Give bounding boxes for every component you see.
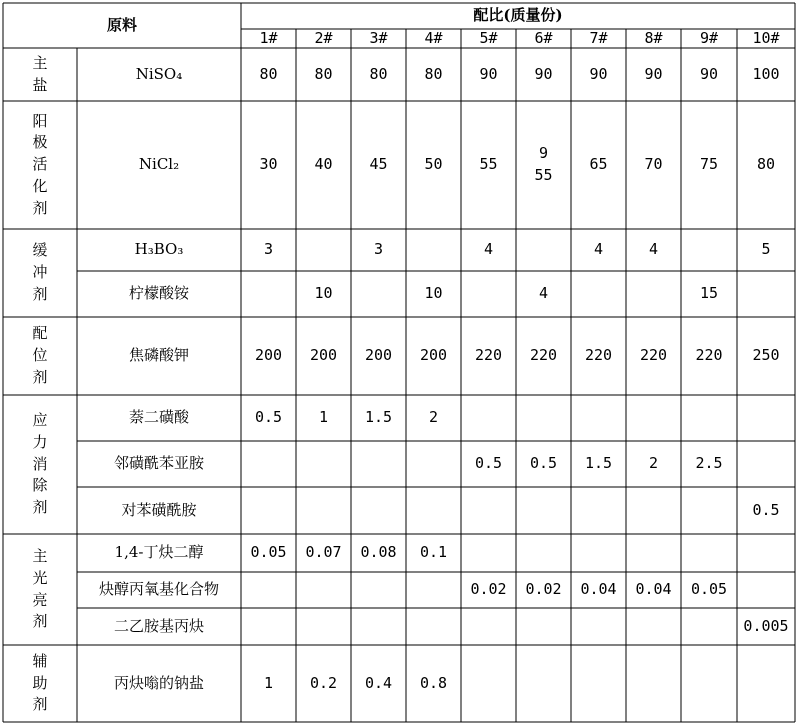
value-cell: 250 [752, 346, 780, 365]
material-name: H₃BO₃ [134, 240, 184, 259]
value-cell [571, 645, 626, 722]
value-cell: 0.5 [254, 408, 283, 427]
value-cell [681, 229, 737, 271]
value-cell: 3 [373, 240, 384, 259]
value-cell: 30 [259, 155, 278, 174]
value-cell [406, 487, 461, 534]
value-cell [737, 395, 795, 441]
value-cell: 0.4 [364, 673, 393, 692]
value-cell: 80 [259, 64, 278, 83]
value-cell [681, 608, 737, 645]
value-cell [571, 271, 626, 317]
value-cell [241, 487, 296, 534]
category-label: 主 光 亮 剂 [32, 547, 48, 631]
value-cell [516, 395, 571, 441]
value-cell [296, 572, 351, 608]
formula-header-5: 5# [479, 28, 498, 47]
material-name: 对苯磺酰胺 [121, 500, 197, 519]
value-cell: 0.5 [529, 454, 558, 473]
value-cell: 50 [424, 155, 443, 174]
value-cell [626, 645, 681, 722]
value-cell: 0.05 [250, 543, 287, 562]
formula-header-2: 2# [314, 28, 333, 47]
value-cell [351, 487, 406, 534]
value-cell [681, 487, 737, 534]
formula-header-1: 1# [259, 28, 278, 47]
value-cell: 220 [695, 346, 723, 365]
material-name: 焦磷酸钾 [128, 346, 189, 365]
material-name: NiSO₄ [135, 64, 183, 83]
value-cell [351, 271, 406, 317]
value-cell: 220 [529, 346, 558, 365]
value-cell [737, 645, 795, 722]
value-cell [626, 608, 681, 645]
value-cell: 220 [474, 346, 503, 365]
value-cell: 90 [534, 64, 553, 83]
material-name: 萘二磺酸 [128, 408, 189, 427]
value-cell: 2 [648, 454, 659, 473]
value-cell: 0.04 [580, 580, 617, 599]
value-cell: 200 [254, 346, 283, 365]
value-cell [571, 534, 626, 572]
value-cell [516, 487, 571, 534]
value-cell: 200 [309, 346, 338, 365]
value-cell: 40 [314, 155, 333, 174]
value-cell [737, 271, 795, 317]
value-cell: 200 [364, 346, 393, 365]
material-name: 1,4-丁炔二醇 [114, 543, 204, 562]
value-cell: 0.5 [474, 454, 503, 473]
material-name: 丙炔嗡的钠盐 [113, 673, 204, 692]
value-cell: 2 [428, 408, 439, 427]
value-cell [516, 608, 571, 645]
value-cell [516, 534, 571, 572]
value-cell [681, 645, 737, 722]
value-cell [351, 572, 406, 608]
value-cell [626, 395, 681, 441]
value-cell: 1.5 [364, 408, 393, 427]
value-cell: 90 [699, 64, 719, 83]
value-cell [461, 608, 516, 645]
value-cell [461, 271, 516, 317]
value-cell: 0.5 [752, 500, 780, 519]
formula-header-9: 9# [699, 28, 719, 47]
value-cell [296, 441, 351, 487]
value-cell [461, 645, 516, 722]
value-cell [241, 441, 296, 487]
ratio-header: 配比(质量份) [473, 6, 563, 25]
material-name: 炔醇丙氧基化合物 [98, 580, 219, 599]
value-cell: 80 [424, 64, 443, 83]
formula-header-7: 7# [589, 28, 608, 47]
value-cell: 0.04 [635, 580, 672, 599]
value-cell [737, 441, 795, 487]
value-cell [241, 572, 296, 608]
category-label: 主 盐 [32, 53, 48, 94]
material-name: 柠檬酸铵 [128, 284, 189, 303]
value-cell: 15 [699, 284, 719, 303]
value-cell: 0.08 [360, 543, 397, 562]
value-cell: 10 [314, 284, 333, 303]
material-name: NiCl₂ [138, 155, 180, 174]
value-cell [516, 229, 571, 271]
value-cell: 0.02 [470, 580, 507, 599]
value-cell: 0.8 [419, 673, 448, 692]
value-cell [296, 229, 351, 271]
value-cell [241, 271, 296, 317]
value-cell: 80 [756, 155, 776, 174]
value-cell [737, 572, 795, 608]
value-cell: 220 [584, 346, 613, 365]
value-cell: 0.02 [525, 580, 562, 599]
material-name: 邻磺酰苯亚胺 [113, 454, 204, 473]
value-cell [406, 229, 461, 271]
value-cell: 80 [369, 64, 388, 83]
value-cell [406, 441, 461, 487]
category-label: 缓 冲 剂 [32, 241, 48, 303]
value-cell [626, 487, 681, 534]
value-cell [571, 487, 626, 534]
value-cell: 220 [639, 346, 668, 365]
category-label: 阳 极 活 化 剂 [32, 111, 48, 217]
value-cell: 4 [593, 240, 604, 259]
formula-header-10: 10# [752, 28, 780, 47]
value-cell [406, 572, 461, 608]
value-cell: 90 [644, 64, 663, 83]
value-cell [351, 608, 406, 645]
value-cell: 90 [589, 64, 608, 83]
value-cell [241, 608, 296, 645]
value-cell: 55 [479, 155, 498, 174]
value-cell [626, 271, 681, 317]
value-cell: 0.07 [305, 543, 342, 562]
value-cell: 45 [369, 155, 388, 174]
formula-header-3: 3# [369, 28, 388, 47]
value-cell: 5 [761, 240, 771, 259]
value-cell [681, 395, 737, 441]
value-cell [296, 487, 351, 534]
value-cell: 9 55 [534, 144, 553, 184]
value-cell: 10 [424, 284, 443, 303]
material-header: 原料 [106, 15, 137, 34]
value-cell: 200 [419, 346, 448, 365]
value-cell: 90 [479, 64, 498, 83]
value-cell: 0.005 [743, 616, 789, 635]
value-cell [571, 395, 626, 441]
material-name: 二乙胺基丙炔 [113, 616, 204, 635]
value-cell: 0.2 [309, 673, 338, 692]
formula-header-6: 6# [534, 28, 553, 47]
value-cell [406, 608, 461, 645]
value-cell: 0.1 [419, 543, 448, 562]
value-cell [571, 608, 626, 645]
value-cell [737, 534, 795, 572]
value-cell: 75 [699, 155, 719, 174]
value-cell: 1 [263, 673, 274, 692]
value-cell: 4 [648, 240, 659, 259]
value-cell [461, 487, 516, 534]
category-label: 配 位 剂 [32, 324, 48, 386]
value-cell: 0.05 [690, 580, 728, 599]
value-cell: 4 [538, 284, 549, 303]
formula-header-8: 8# [644, 28, 663, 47]
category-label: 应 力 消 除 剂 [32, 411, 48, 517]
value-cell: 2.5 [695, 454, 723, 473]
value-cell: 4 [483, 240, 494, 259]
value-cell: 65 [589, 155, 608, 174]
value-cell [516, 645, 571, 722]
value-cell: 3 [263, 240, 274, 259]
value-cell [461, 395, 516, 441]
value-cell: 1 [318, 408, 329, 427]
value-cell [351, 441, 406, 487]
formula-header-4: 4# [424, 28, 443, 47]
value-cell [626, 534, 681, 572]
value-cell: 100 [752, 64, 780, 83]
value-cell: 70 [644, 155, 663, 174]
value-cell [461, 534, 516, 572]
category-label: 辅 助 剂 [32, 651, 48, 714]
value-cell: 80 [314, 64, 333, 83]
value-cell: 1.5 [584, 454, 613, 473]
value-cell [296, 608, 351, 645]
value-cell [681, 534, 737, 572]
